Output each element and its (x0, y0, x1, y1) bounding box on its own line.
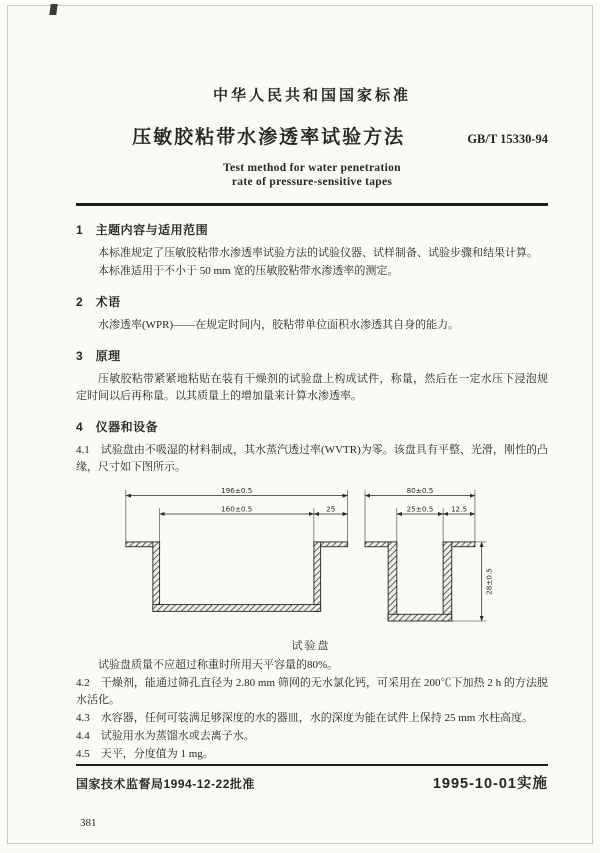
section-2-paragraph-1: 水渗透率(WPR)——在规定时间内，胶粘带单位面积水渗透其自身的能力。 (98, 319, 460, 331)
dim-right-flange: 12.5 (450, 504, 468, 514)
page-number: 381 (80, 816, 97, 829)
figure-caption: 试验盘 (291, 639, 331, 652)
document-title: 压敏胶粘带水渗透率试验方法 (132, 127, 406, 148)
pan-cross-section-large (126, 542, 348, 611)
footer-row (76, 772, 548, 793)
clause-4-4: 4.4 试验用水为蒸馏水或去离子水。 (76, 729, 255, 742)
pan-cross-section-small (365, 542, 475, 621)
clause-4-5: 4.5 天平，分度值为 1 mg。 (76, 747, 214, 760)
document-footer (76, 764, 548, 829)
clause-4-1-note: 试验盘质量不应超过称重时所用天平容量的80%。 (98, 658, 339, 671)
dimension-lines (126, 496, 482, 621)
test-pan-figure-block (122, 486, 500, 653)
test-pan-drawing (122, 486, 500, 633)
title-row (76, 122, 548, 149)
section-3-heading: 3 原理 (76, 349, 121, 363)
footer-rule (76, 764, 548, 766)
standard-number: GB/T 15330-94 (467, 132, 548, 146)
header-rule (76, 203, 548, 206)
dim-right-depth: 28±0.5 (484, 568, 494, 595)
english-title-line1: Test method for water penetration (223, 162, 401, 174)
clause-4-1: 4.1 试验盘由不吸湿的材料制成，其水蒸汽透过率(WVTR)为零。该盘具有平整、光滑，刚性的凸缘，尺寸如下图所示。 (76, 444, 548, 473)
approval-authority-date: 国家技术监督局1994-12-22批准 (76, 776, 255, 791)
clause-4-2: 4.2 干燥剂，能通过筛孔直径为 2.80 mm 筛网的无水氯化钙，可采用在 200℃下加热 2 h 的方法脱水活化。 (76, 676, 548, 706)
section-4-heading: 4 仪器和设备 (76, 420, 159, 434)
scan-artifact (49, 4, 58, 15)
dim-right-inner: 25±0.5 (406, 504, 434, 514)
document-body (76, 208, 548, 764)
implementation-date: 1995-10-01实施 (432, 775, 548, 792)
dim-left-overall: 196±0.5 (221, 486, 253, 496)
section-1-paragraph-2: 本标准适用于不小于 50 mm 宽的压敏胶粘带水渗透率的测定。 (98, 265, 399, 277)
dimension-labels (221, 486, 493, 595)
english-title-line2: rate of pressure-sensitive tapes (231, 176, 393, 188)
dim-left-flange: 25 (326, 504, 336, 514)
dim-right-overall: 80±0.5 (406, 486, 434, 496)
section-1-paragraph-1: 本标准规定了压敏胶粘带水渗透率试验方法的试验仪器、试样制备、试验步骤和结果计算。 (98, 247, 538, 259)
section-1-heading: 1 主题内容与适用范围 (76, 223, 209, 237)
section-2-heading: 2 术语 (76, 295, 121, 309)
document-header (76, 84, 548, 206)
section-3-paragraph-1: 压敏胶粘带紧紧地粘贴在装有干燥剂的试验盘上构成试件，称量，然后在一定水压下浸泡规定时间以后再称量。以其质量上的增加量来计算水渗透率。 (76, 373, 548, 402)
standard-org-title: 中华人民共和国国家标准 (212, 87, 411, 104)
clause-4-3: 4.3 水容器，任何可装满足够深度的水的器皿，水的深度为能在试件上保持 25 mm 水柱高度。 (76, 711, 534, 724)
dim-left-inner: 160±0.5 (221, 504, 253, 514)
